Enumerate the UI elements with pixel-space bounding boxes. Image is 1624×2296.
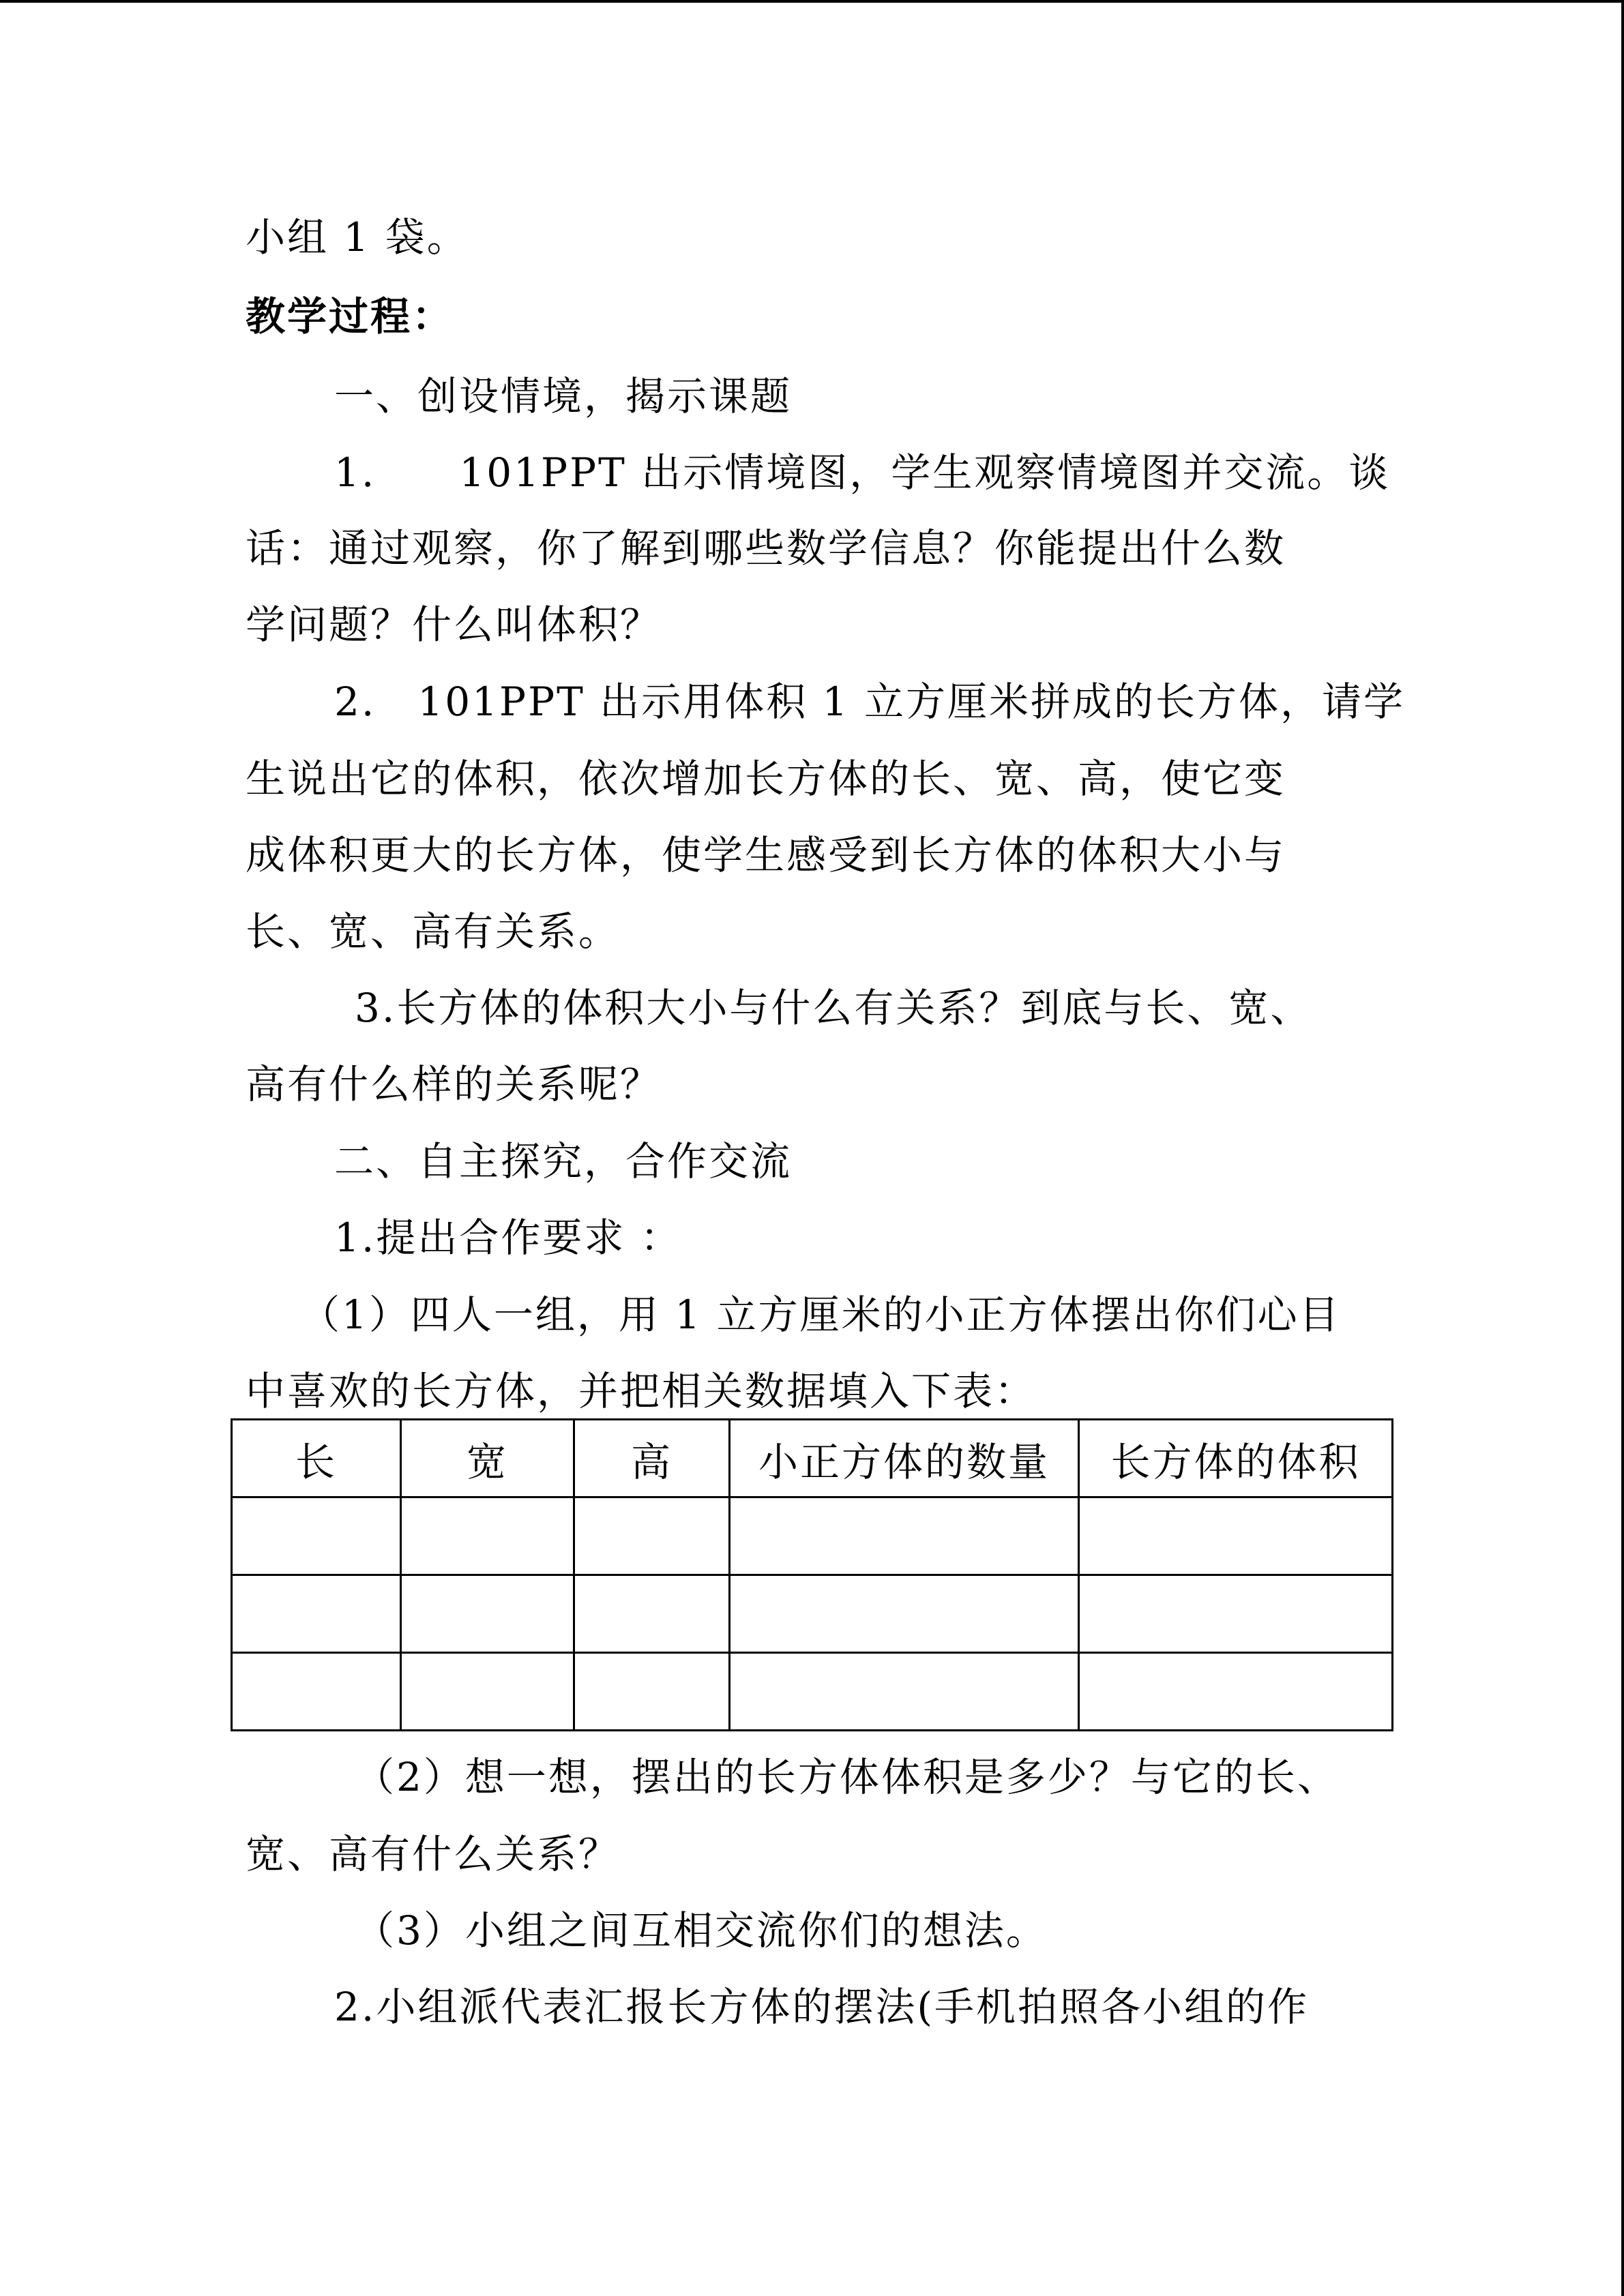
text-line: 学问题？什么叫体积？ xyxy=(246,601,662,648)
table-cell xyxy=(730,1575,1079,1653)
text-line: 高有什么样的关系呢？ xyxy=(246,1061,662,1107)
table-cell xyxy=(401,1497,574,1575)
text-line: 中喜欢的长方体，并把相关数据填入下表： xyxy=(246,1368,1037,1414)
table-cell xyxy=(401,1575,574,1653)
text-line: 二、自主探究，合作交流 xyxy=(334,1138,793,1184)
text-line: （1）四人一组，用 1 立方厘米的小正方体摆出你们心目 xyxy=(300,1292,1341,1338)
table-cell xyxy=(730,1497,1079,1575)
table-cell xyxy=(401,1653,574,1731)
table-header-cell: 宽 xyxy=(401,1420,574,1497)
table-header-cell: 长方体的体积 xyxy=(1079,1420,1393,1497)
text-line: 2. 101PPT 出示用体积 1 立方厘米拼成的长方体，请学 xyxy=(334,679,1405,725)
text-line: （3）小组之间互相交流你们的想法。 xyxy=(355,1907,1048,1954)
table-cell xyxy=(1079,1575,1393,1653)
page-right-border xyxy=(1621,0,1624,2296)
page-top-border xyxy=(0,0,1624,3)
table-row xyxy=(232,1575,1393,1653)
text-line: 1. 101PPT 出示情境图，学生观察情境图并交流。谈 xyxy=(334,449,1391,496)
text-line: （2）想一想，摆出的长方体体积是多少？与它的长、 xyxy=(355,1754,1339,1800)
table-cell xyxy=(730,1653,1079,1731)
table-cell xyxy=(232,1575,401,1653)
table-row xyxy=(232,1497,1393,1575)
table-header-cell: 小正方体的数量 xyxy=(730,1420,1079,1497)
table-cell xyxy=(1079,1497,1393,1575)
text-line: 3.长方体的体积大小与什么有关系？到底与长、宽、 xyxy=(355,985,1312,1031)
data-table xyxy=(231,1418,1393,1731)
table-header-row xyxy=(232,1420,1393,1497)
section-heading: 教学过程： xyxy=(246,293,454,340)
text-line: 长、宽、高有关系。 xyxy=(246,908,621,955)
table-cell xyxy=(1079,1653,1393,1731)
table-cell xyxy=(574,1497,730,1575)
table-row xyxy=(232,1653,1393,1731)
table-header-cell: 长 xyxy=(232,1420,401,1497)
text-line: 一、创设情境，揭示课题 xyxy=(334,373,793,419)
table-cell xyxy=(232,1497,401,1575)
text-line: 生说出它的体积，依次增加长方体的长、宽、高，使它变 xyxy=(246,756,1286,802)
table-cell xyxy=(574,1575,730,1653)
text-line: 话：通过观察，你了解到哪些数学信息？你能提出什么数 xyxy=(246,525,1286,571)
table-header-cell: 高 xyxy=(574,1420,730,1497)
table-cell xyxy=(574,1653,730,1731)
text-line: 小组 1 袋。 xyxy=(246,214,469,260)
text-line: 2.小组派代表汇报长方体的摆法(手机拍照各小组的作 xyxy=(334,1984,1309,2030)
text-line: 成体积更大的长方体，使学生感受到长方体的体积大小与 xyxy=(246,832,1286,878)
table-cell xyxy=(232,1653,401,1731)
text-line: 宽、高有什么关系？ xyxy=(246,1831,621,1877)
text-line: 1.提出合作要求 ： xyxy=(334,1214,682,1261)
